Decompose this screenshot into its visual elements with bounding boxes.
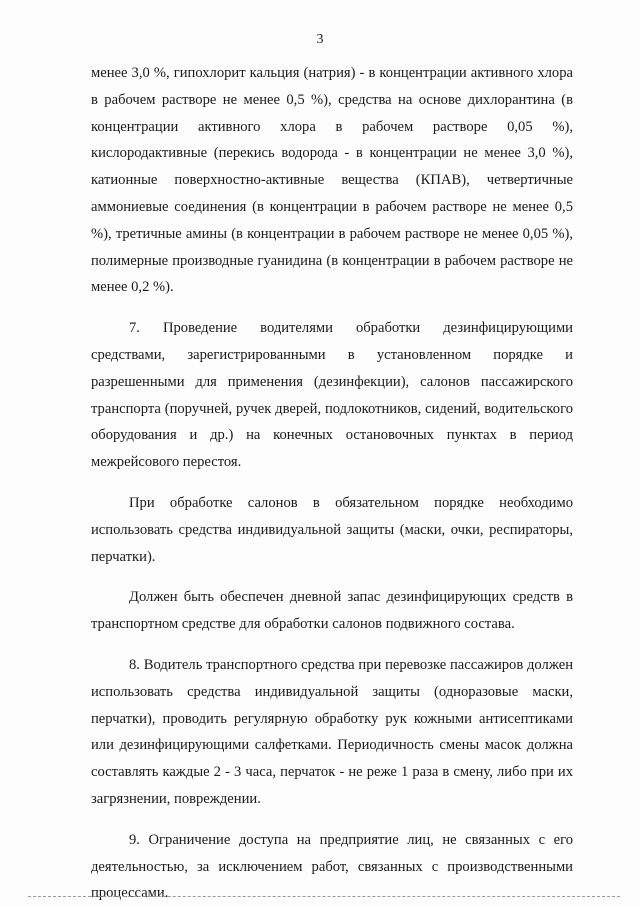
paragraph-item-8: 8. Водитель транспортного средства при перевозке пассажиров должен использовать средства индивидуальной защиты (одноразовые маски, перчатки), проводить регулярную обработку рук кожными антисептиками или дезинфицирующими салфетками. Периодичность смены масок должна составлять каждые 2 - 3 часа, перчаток - не реже 1 раза в смену, либо при их загрязнении, повреждении. (91, 656, 573, 807)
document-body (91, 60, 573, 907)
paragraph-continuation: менее 3,0 %, гипохлорит кальция (натрия) - в концентрации активного хлора в рабочем растворе не менее 0,5 %), средства на основе дихлорантина (в концентрации активного хлора в рабочем растворе 0,05 %), кислородактивные (перекись водорода - в концентрации не менее 3,0 %), катионные поверхностно-активные вещества (КПАВ), четвертичные аммониевые соединения (в концентрации в рабочем растворе не менее 0,5 %), третичные амины (в концентрации в рабочем растворе не менее 0,05 %), полимерные производные гуанидина (в концентрации в рабочем растворе не менее 0,2 %). (91, 65, 573, 296)
paragraph-protective-equipment: При обработке салонов в обязательном порядке необходимо использовать средства индивидуальной защиты (маски, очки, респираторы, перчатки). (91, 494, 573, 565)
paragraph-item-7: 7. Проведение водителями обработки дезинфицирующими средствами, зарегистрированными в установленном порядке и разрешенными для применения (дезинфекции), салонов пассажирского транспорта (поручней, ручек дверей, подлокотников, сидений, водительского оборудования и др.) на конечных остановочных пунктах в период межрейсового перестоя. (91, 320, 573, 471)
paragraph-disinfectant-supply: Должен быть обеспечен дневной запас дезинфицирующих средств в транспортном средстве для обработки салонов подвижного состава. (91, 589, 573, 633)
page-number: 3 (316, 32, 324, 47)
paragraph-item-9: 9. Ограничение доступа на предприятие лиц, не связанных с его деятельностью, за исключением работ, связанных с производственными процессами. (91, 831, 573, 902)
scan-bottom-edge (28, 896, 620, 897)
